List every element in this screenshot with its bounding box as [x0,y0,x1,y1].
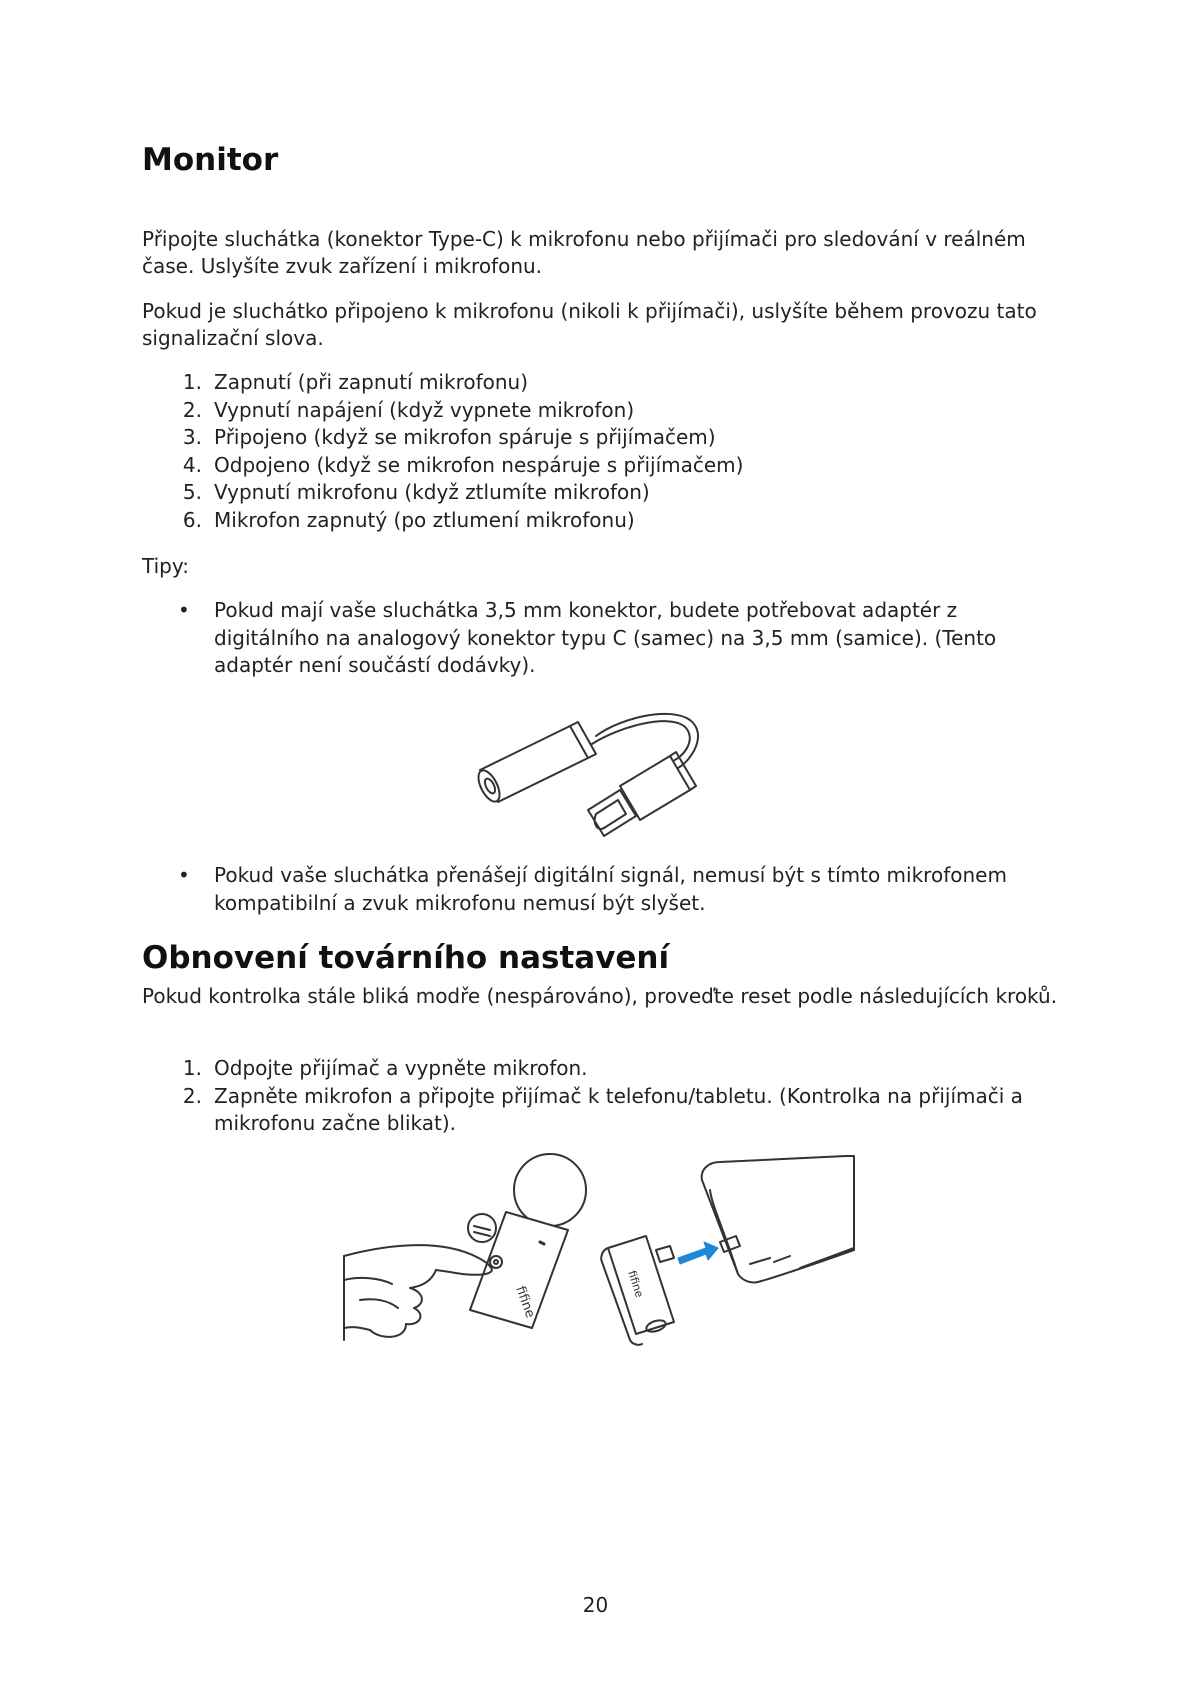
list-item: • Pokud mají vaše sluchátka 3,5 mm konektor, budete potřebovat adaptér z digitálního na analogový konektor typu C (samec) na 3,5 mm (samice). (Tento adaptér není součástí dodávky). [178,598,997,677]
signal-words-list [142,369,1062,534]
tips-list-2 [142,862,1062,917]
microphone-brand-label: fifine [512,1284,538,1321]
monitor-paragraph-1: Připojte sluchátka (konektor Type-C) k mikrofonu nebo přijímači pro sledování v reálném čase. Uslyšíte zvuk zařízení i mikrofonu. [142,227,1026,278]
list-item: 2. Vypnutí napájení (když vypnete mikrofon) [182,397,635,422]
section-title-monitor: Monitor [142,142,279,178]
list-item: • Pokud vaše sluchátka přenášejí digitální signál, nemusí být s tímto mikrofonem kompatibilní a zvuk mikrofonu nemusí být slyšet. [178,863,1007,915]
page-number: 20 [582,1593,609,1617]
list-item: 1. Odpojte přijímač a vypněte mikrofon. [182,1056,588,1080]
section-title-reset: Obnovení továrního nastavení [142,940,670,976]
insert-arrow-icon [678,1242,718,1264]
reset-illustration [340,1150,860,1360]
list-item: 6. Mikrofon zapnutý (po ztlumení mikrofonu) [182,507,635,532]
monitor-paragraph-2: Pokud je sluchátko připojeno k mikrofonu (nikoli k přijímači), uslyšíte během provozu tato signalizační slova. [142,299,1037,350]
adapter-illustration [470,698,730,848]
list-item: 1. Zapnutí (při zapnutí mikrofonu) [182,370,529,394]
list-item: 3. Připojeno (když se mikrofon spáruje s přijímačem) [182,425,716,449]
reset-steps-list [142,1055,1062,1138]
list-item: 2. Zapněte mikrofon a připojte přijímač k telefonu/tabletu. (Kontrolka na přijímači a mikrofonu začne blikat). [182,1083,1023,1135]
tips-label: Tipy: [142,554,189,578]
list-item: 5. Vypnutí mikrofonu (když ztlumíte mikrofon) [182,480,650,504]
reset-intro: Pokud kontrolka stále bliká modře (nespárováno), proveďte reset podle následujících kroků. [142,984,1058,1008]
receiver-brand-label: fifine [625,1268,647,1300]
list-item: 4. Odpojeno (když se mikrofon nespáruje s přijímačem) [182,452,744,477]
tips-list-1 [142,597,1062,680]
